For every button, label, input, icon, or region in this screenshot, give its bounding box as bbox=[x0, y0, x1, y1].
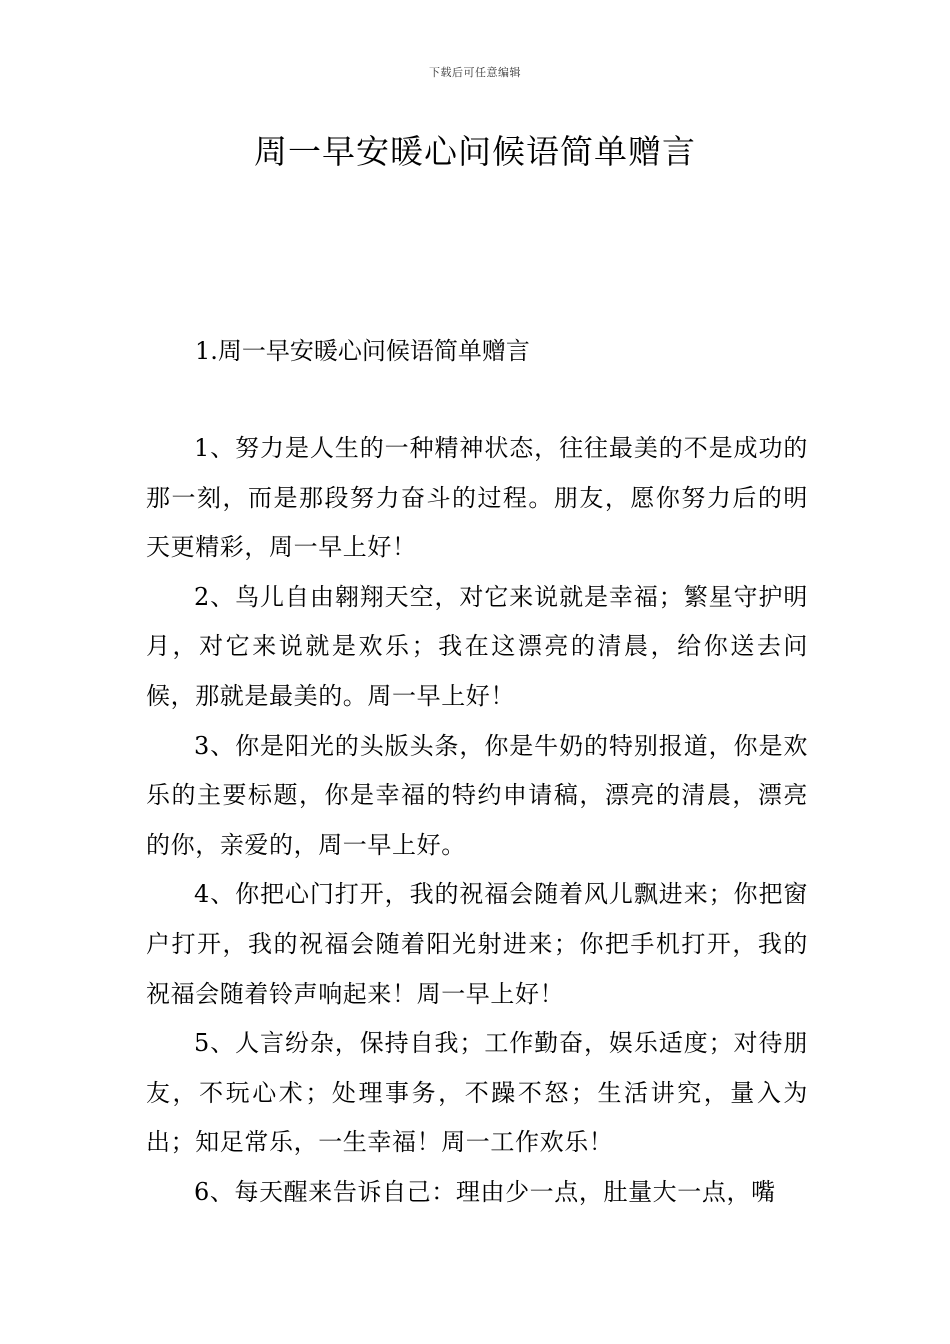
header-note: 下载后可任意编辑 bbox=[429, 66, 521, 79]
document-title: 周一早安暖心问候语简单赠言 bbox=[254, 132, 696, 171]
body-text bbox=[146, 424, 808, 1218]
paragraph: 6、每天醒来告诉自己：理由少一点，肚量大一点，嘴 bbox=[194, 1177, 776, 1206]
paragraph: 3、你是阳光的头版头条，你是牛奶的特别报道，你是欢乐的主要标题，你是幸福的特约申请稿，漂亮的清晨，漂亮的你，亲爱的，周一早上好。 bbox=[146, 731, 808, 859]
section-heading: 1.周一早安暖心问候语简单赠言 bbox=[195, 337, 530, 365]
paragraph: 4、你把心门打开，我的祝福会随着风儿飘进来；你把窗户打开，我的祝福会随着阳光射进来；你把手机打开，我的祝福会随着铃声响起来！周一早上好！ bbox=[146, 880, 808, 1008]
paragraph: 2、鸟儿自由翱翔天空，对它来说就是幸福；繁星守护明月，对它来说就是欢乐；我在这漂亮的清晨，给你送去问候，那就是最美的。周一早上好！ bbox=[146, 582, 808, 710]
paragraph: 5、人言纷杂，保持自我；工作勤奋，娱乐适度；对待朋友，不玩心术；处理事务，不躁不怒；生活讲究，量入为出；知足常乐，一生幸福！周一工作欢乐！ bbox=[146, 1029, 808, 1157]
paragraph: 1、努力是人生的一种精神状态，往往最美的不是成功的那一刻，而是那段努力奋斗的过程。朋友，愿你努力后的明天更精彩，周一早上好！ bbox=[146, 434, 808, 562]
